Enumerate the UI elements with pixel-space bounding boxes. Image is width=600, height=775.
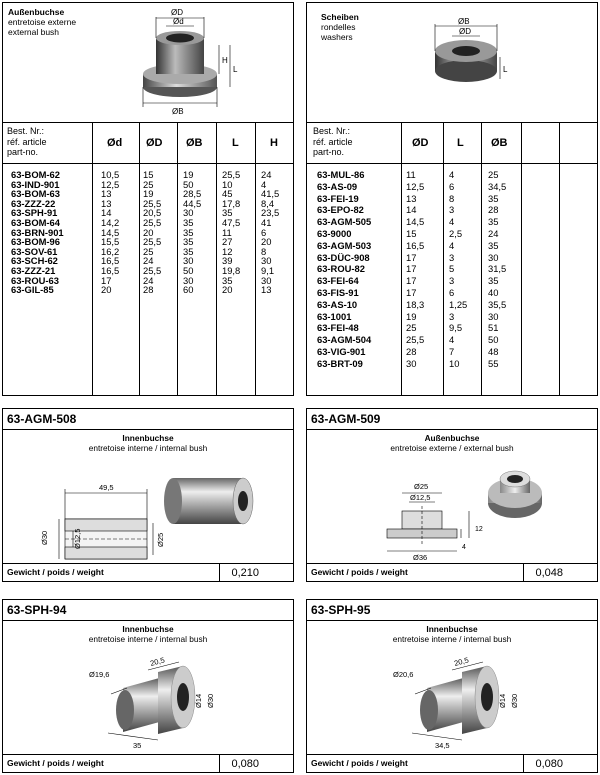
outer-diameter-cell: 20,5: [143, 207, 162, 219]
length-cell: 12: [222, 245, 233, 257]
flange-diameter-cell: 44,5: [183, 197, 202, 209]
washer-outer-diameter-cell: 35,5: [488, 298, 507, 310]
dim-sph95-outer: Ø30: [510, 693, 519, 708]
col-header-part-3: part-no.: [7, 147, 39, 157]
washer-inner-diameter-cell: 19: [406, 310, 417, 322]
col-header-part-1: Best. Nr.:: [7, 126, 45, 136]
height-cell: 8,4: [261, 197, 275, 209]
washer-inner-diameter-cell: 16,5: [406, 239, 425, 251]
washer-inner-diameter-cell: 25,5: [406, 334, 425, 346]
length-cell: 25,5: [222, 169, 241, 180]
dim-washer-B: ØB: [458, 17, 470, 26]
washer-inner-diameter-cell: 30: [406, 357, 417, 369]
washer-inner-diameter-cell: 17: [406, 275, 417, 287]
external-bush-panel: [2, 2, 294, 396]
dim-sph95-small: Ø20,6: [393, 670, 414, 679]
weight-value-agm-509: 0,048: [535, 567, 563, 579]
part-number-cell: 63-BOM-63: [11, 188, 60, 200]
washer-part-number-cell: 63-FEI-64: [317, 275, 359, 287]
height-cell: 6: [261, 226, 267, 238]
flange-diameter-cell: 30: [183, 255, 194, 267]
length-cell: 45: [222, 188, 233, 200]
part-number-agm-508: 63-AGM-508: [7, 412, 77, 426]
washer-thickness-cell: 1,25: [449, 298, 468, 310]
washer-drawing: [307, 3, 599, 121]
flange-diameter-cell: 19: [183, 169, 194, 180]
outer-diameter-cell: 25: [143, 245, 154, 257]
col-header-d: Ød: [107, 137, 123, 149]
inner-diameter-cell: 14: [101, 207, 112, 219]
dim-sph94-collar: 20,5: [149, 655, 166, 668]
flange-diameter-cell: 60: [183, 284, 194, 296]
length-cell: 35: [222, 207, 233, 219]
part-number-cell: 63-ROU-63: [11, 274, 59, 286]
inner-diameter-cell: 12,5: [101, 178, 120, 190]
washer-thickness-cell: 10: [449, 357, 460, 369]
washer-outer-diameter-cell: 35: [488, 239, 499, 251]
col-header-L: L: [232, 137, 239, 149]
washer-inner-diameter-cell: 13: [406, 192, 417, 204]
washer-part-number-cell: 63-ROU-82: [317, 263, 365, 275]
part-number-sph-95: 63-SPH-95: [311, 603, 371, 617]
part-number-cell: 63-ZZZ-22: [11, 197, 56, 209]
washer-thickness-cell: 4: [449, 334, 455, 346]
outer-diameter-cell: 25,5: [143, 217, 162, 228]
length-cell: 35: [222, 274, 233, 286]
washer-thickness-cell: 4: [449, 239, 455, 251]
washer-inner-diameter-cell: 17: [406, 287, 417, 298]
washer-thickness-cell: 4: [449, 216, 455, 228]
outer-diameter-cell: 25,5: [143, 197, 162, 209]
drawing-sph-94: [3, 622, 293, 752]
washer-outer-diameter-cell: 51: [488, 322, 499, 334]
length-cell: 27: [222, 236, 233, 248]
flange-diameter-cell: 35: [183, 217, 194, 228]
height-cell: 20: [261, 236, 272, 248]
col-header-D: ØD: [146, 137, 163, 149]
washer-thickness-cell: 6: [449, 287, 455, 298]
washer-inner-diameter-cell: 14: [406, 204, 417, 216]
flange-diameter-cell: 50: [183, 265, 194, 276]
dim-B: ØB: [172, 107, 184, 116]
dim-H: H: [222, 56, 228, 65]
dim-agm509-length: 12: [475, 526, 483, 533]
washers-col-header-D: ØD: [412, 137, 429, 149]
height-cell: 24: [261, 169, 272, 180]
dim-agm509-outer: Ø25: [414, 482, 429, 491]
washer-inner-diameter-cell: 12,5: [406, 180, 425, 192]
drawing-agm-508: [3, 431, 293, 561]
outer-diameter-cell: 20: [143, 226, 154, 238]
washer-part-number-cell: 63-AGM-504: [317, 334, 372, 346]
height-cell: 4: [261, 178, 267, 190]
washer-outer-diameter-cell: 34,5: [488, 180, 507, 192]
caption-agm-508-fr-en: entretoise interne / internal bush: [88, 443, 208, 453]
flange-diameter-cell: 35: [183, 236, 194, 248]
washer-thickness-cell: 8: [449, 192, 455, 204]
external-bush-title-en: external bush: [8, 27, 60, 37]
weight-label-sph-95: Gewicht / poids / weight: [311, 758, 408, 768]
washer-thickness-cell: 9,5: [449, 322, 463, 334]
dim-sph94-length: 35: [133, 741, 142, 750]
outer-diameter-cell: 25: [143, 178, 154, 190]
inner-diameter-cell: 17: [101, 274, 112, 286]
washer-inner-diameter-cell: 17: [406, 263, 417, 275]
outer-diameter-cell: 28: [143, 284, 154, 296]
length-cell: 20: [222, 284, 233, 296]
weight-label-sph-94: Gewicht / poids / weight: [7, 758, 104, 768]
weight-value-agm-508: 0,210: [231, 567, 259, 579]
weight-value-sph-95: 0,080: [535, 758, 563, 770]
washer-outer-diameter-cell: 30: [488, 310, 499, 322]
washer-inner-diameter-cell: 11: [406, 169, 416, 180]
washer-inner-diameter-cell: 25: [406, 322, 417, 334]
dim-sph95-length: 34,5: [435, 741, 450, 750]
washer-part-number-cell: 63-AS-09: [317, 180, 358, 192]
dim-agm509-inner: Ø12,5: [410, 493, 431, 502]
washer-part-number-cell: 63-1001: [317, 310, 352, 322]
dim-sph95-inner: Ø14: [498, 693, 507, 708]
washer-thickness-cell: 5: [449, 263, 455, 275]
dim-agm509-flange-thick: 4: [462, 544, 466, 551]
dim-sph94-outer: Ø30: [206, 693, 215, 708]
dim-agm508-mid: Ø25: [156, 532, 165, 547]
length-cell: 39: [222, 255, 233, 267]
part-number-cell: 63-BRN-901: [11, 226, 64, 238]
washer-outer-diameter-cell: 30: [488, 251, 499, 263]
washer-part-number-cell: 63-VIG-901: [317, 346, 366, 357]
part-number-cell: 63-BOM-62: [11, 169, 60, 180]
dim-sph95-collar: 20,5: [453, 655, 470, 668]
washer-thickness-cell: 7: [449, 346, 455, 357]
washer-outer-diameter-cell: 35: [488, 275, 499, 287]
col-header-H: H: [270, 137, 278, 149]
washer-part-number-cell: 63-AGM-505: [317, 216, 372, 228]
part-number-agm-509: 63-AGM-509: [311, 412, 381, 426]
washer-thickness-cell: 3: [449, 275, 455, 287]
washer-part-number-cell: 63-MUL-86: [317, 169, 365, 180]
panel-agm-509: [306, 408, 598, 582]
washer-inner-diameter-cell: 18,3: [406, 298, 425, 310]
part-number-cell: 63-ZZZ-21: [11, 265, 56, 276]
caption-agm-509-de: Außenbuchse: [424, 433, 480, 443]
caption-sph-94-fr-en: entretoise interne / internal bush: [88, 634, 208, 644]
weight-label-agm-508: Gewicht / poids / weight: [7, 567, 104, 577]
caption-agm-509-fr-en: entretoise externe / external bush: [390, 443, 514, 453]
outer-diameter-cell: 24: [143, 255, 154, 267]
washer-thickness-cell: 3: [449, 204, 455, 216]
inner-diameter-cell: 13: [101, 197, 112, 209]
col-header-part-2: réf. article: [7, 136, 47, 147]
dim-agm509-flange: Ø36: [413, 553, 428, 561]
dim-washer-L: L: [503, 65, 508, 74]
part-number-cell: 63-BOM-96: [11, 236, 60, 248]
washer-outer-diameter-cell: 48: [488, 346, 499, 357]
flange-diameter-cell: 35: [183, 245, 194, 257]
caption-sph-94-de: Innenbuchse: [122, 624, 174, 634]
washer-thickness-cell: 3: [449, 310, 455, 322]
washers-title-fr: rondelles: [321, 22, 356, 32]
washer-part-number-cell: 63-EPO-82: [317, 204, 364, 216]
washer-outer-diameter-cell: 50: [488, 334, 499, 346]
dim-agm508-length: 49,5: [99, 483, 114, 492]
dim-sph94-inner: Ø14: [194, 693, 203, 708]
height-cell: 9,1: [261, 265, 275, 276]
dim-agm508-inner: Ø12,5: [73, 528, 82, 549]
height-cell: 41,5: [261, 188, 280, 200]
washer-part-number-cell: 63-AS-10: [317, 298, 358, 310]
height-cell: 30: [261, 274, 272, 286]
washer-part-number-cell: 63-9000: [317, 228, 352, 239]
part-number-cell: 63-BOM-64: [11, 217, 60, 228]
washer-outer-diameter-cell: 25: [488, 169, 499, 180]
washer-inner-diameter-cell: 28: [406, 346, 417, 357]
weight-value-sph-94: 0,080: [231, 758, 259, 770]
washer-part-number-cell: 63-FEI-48: [317, 322, 359, 334]
dim-washer-D: ØD: [459, 27, 471, 36]
drawing-agm-509: [307, 431, 597, 561]
outer-diameter-cell: 19: [143, 188, 154, 200]
inner-diameter-cell: 10,5: [101, 169, 120, 180]
external-bush-title-fr: entretoise externe: [8, 17, 77, 27]
inner-diameter-cell: 14,5: [101, 226, 120, 238]
length-cell: 10: [222, 178, 233, 190]
flange-diameter-cell: 35: [183, 226, 194, 238]
washer-inner-diameter-cell: 15: [406, 228, 417, 239]
washer-outer-diameter-cell: 35: [488, 216, 499, 228]
part-number-cell: 63-IND-901: [11, 178, 60, 190]
washers-col-header-B: ØB: [491, 137, 508, 149]
flange-diameter-cell: 50: [183, 178, 194, 190]
washers-col-header-part-3: part-no.: [313, 147, 345, 157]
height-cell: 23,5: [261, 207, 280, 219]
flange-diameter-cell: 28,5: [183, 188, 202, 200]
washers-title-de: Scheiben: [321, 12, 359, 22]
washer-outer-diameter-cell: 35: [488, 192, 499, 204]
external-bush-drawing: [3, 3, 295, 121]
washer-part-number-cell: 63-AGM-503: [317, 239, 372, 251]
inner-diameter-cell: 15,5: [101, 236, 120, 248]
height-cell: 8: [261, 245, 267, 257]
washer-thickness-cell: 2,5: [449, 228, 463, 239]
part-number-sph-94: 63-SPH-94: [7, 603, 67, 617]
washers-title-en: washers: [321, 32, 353, 42]
inner-diameter-cell: 14,2: [101, 217, 120, 228]
external-bush-title-de: Außenbuchse: [8, 7, 65, 17]
dim-D: ØD: [171, 8, 183, 17]
length-cell: 17,8: [222, 197, 241, 209]
caption-agm-508-de: Innenbuchse: [122, 433, 174, 443]
washers-col-header-part-2: réf. article: [313, 136, 353, 147]
inner-diameter-cell: 13: [101, 188, 112, 200]
washer-outer-diameter-cell: 24: [488, 228, 499, 239]
dim-d: Ød: [173, 17, 184, 26]
drawing-sph-95: [307, 622, 597, 752]
part-number-cell: 63-GIL-85: [11, 284, 54, 296]
washer-part-number-cell: 63-BRT-09: [317, 357, 363, 369]
washer-part-number-cell: 63-FIS-91: [317, 287, 359, 298]
length-cell: 47,5: [222, 217, 241, 228]
weight-label-agm-509: Gewicht / poids / weight: [311, 567, 408, 577]
inner-diameter-cell: 16,5: [101, 255, 120, 267]
panel-sph-94: [2, 599, 294, 773]
height-cell: 41: [261, 217, 272, 228]
inner-diameter-cell: 16,2: [101, 245, 120, 257]
panel-agm-508: [2, 408, 294, 582]
inner-diameter-cell: 20: [101, 284, 112, 296]
dim-L: L: [233, 65, 238, 74]
washer-outer-diameter-cell: 40: [488, 287, 499, 298]
length-cell: 19,8: [222, 265, 241, 276]
panel-sph-95: [306, 599, 598, 773]
col-header-B: ØB: [186, 137, 203, 149]
washer-thickness-cell: 6: [449, 180, 455, 192]
washer-outer-diameter-cell: 55: [488, 357, 499, 369]
length-cell: 11: [222, 226, 232, 238]
washer-part-number-cell: 63-DÜC-908: [317, 251, 370, 263]
dim-agm508-outer: Ø30: [40, 530, 49, 545]
washer-part-number-cell: 63-FEI-19: [317, 192, 359, 204]
washer-outer-diameter-cell: 28: [488, 204, 499, 216]
inner-diameter-cell: 16,5: [101, 265, 120, 276]
washer-inner-diameter-cell: 17: [406, 251, 417, 263]
washers-col-header-part-1: Best. Nr.:: [313, 126, 351, 136]
caption-sph-95-de: Innenbuchse: [426, 624, 478, 634]
washer-outer-diameter-cell: 31,5: [488, 263, 507, 275]
height-cell: 13: [261, 284, 272, 296]
height-cell: 30: [261, 255, 272, 267]
outer-diameter-cell: 25,5: [143, 236, 162, 248]
washer-inner-diameter-cell: 14,5: [406, 216, 425, 228]
washer-thickness-cell: 4: [449, 169, 455, 180]
flange-diameter-cell: 30: [183, 207, 194, 219]
caption-sph-95-fr-en: entretoise interne / internal bush: [392, 634, 512, 644]
flange-diameter-cell: 30: [183, 274, 194, 286]
washers-panel: [306, 2, 598, 396]
outer-diameter-cell: 25,5: [143, 265, 162, 276]
outer-diameter-cell: 24: [143, 274, 154, 286]
dim-sph94-small: Ø19,6: [89, 670, 110, 679]
washers-col-header-L: L: [457, 137, 464, 149]
part-number-cell: 63-SPH-91: [11, 207, 58, 219]
part-number-cell: 63-SOV-61: [11, 245, 58, 257]
washer-thickness-cell: 3: [449, 251, 455, 263]
part-number-cell: 63-SCH-62: [11, 255, 58, 267]
outer-diameter-cell: 15: [143, 169, 154, 180]
